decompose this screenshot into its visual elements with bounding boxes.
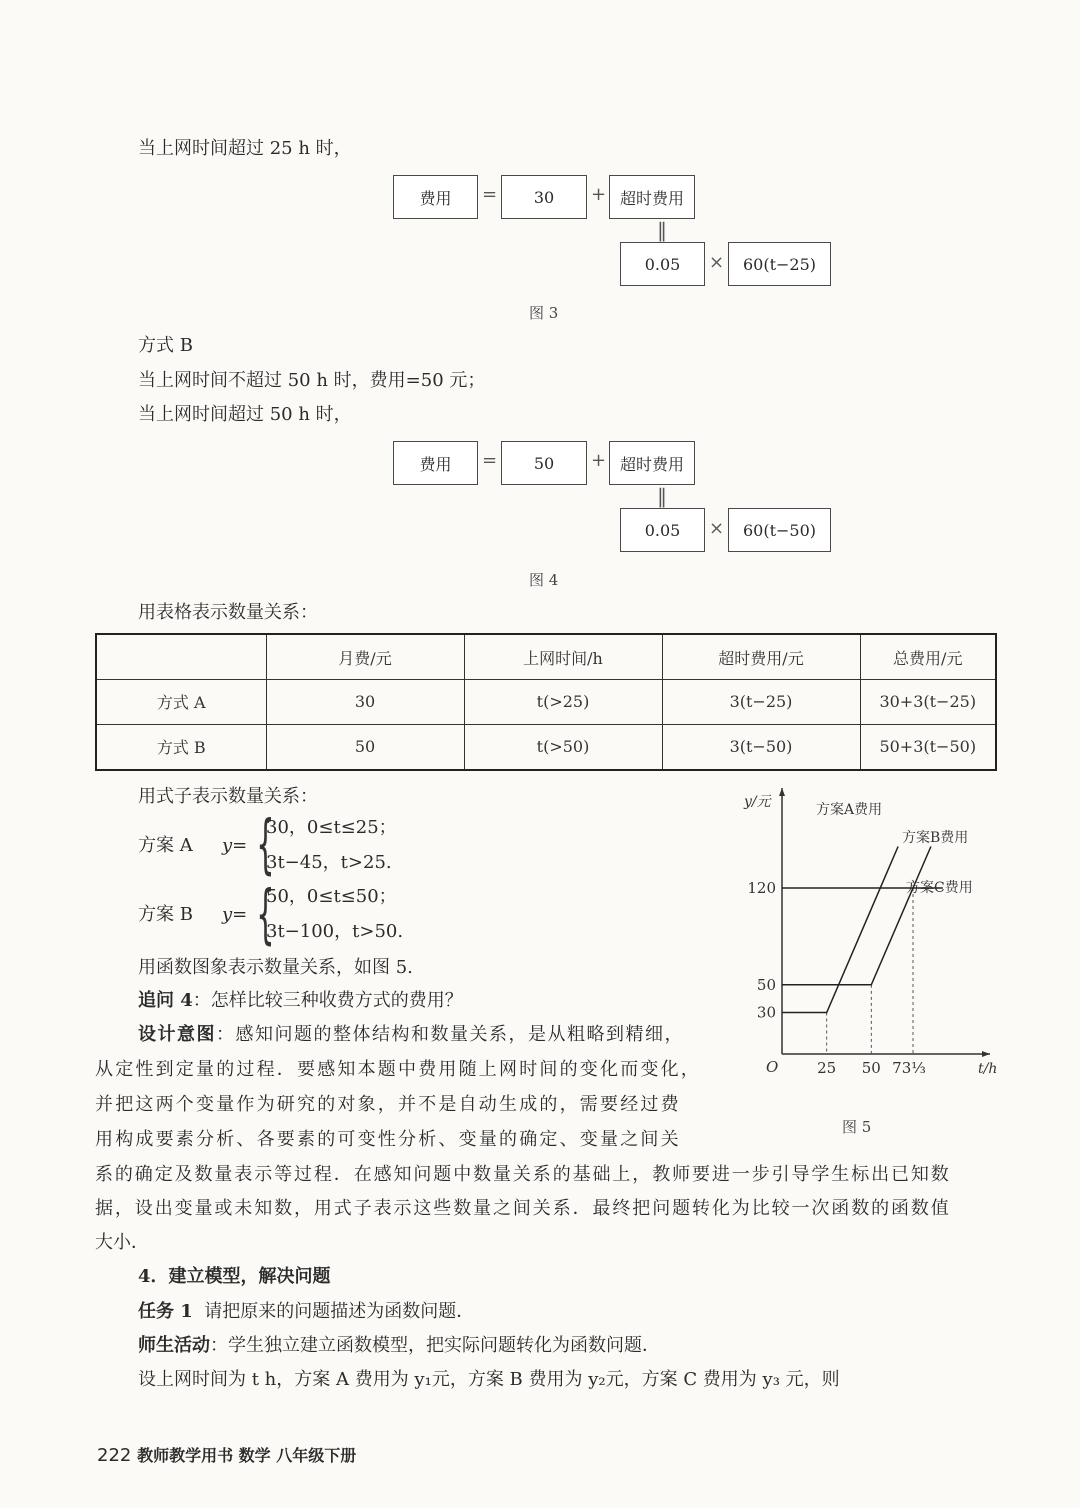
table-cell: t(>25): [464, 680, 662, 725]
fig3-overtime-box: 超时费用: [609, 175, 695, 219]
plan-a-brace: {: [256, 808, 275, 882]
y-tick-label: 30: [756, 1003, 776, 1022]
design-line-4: 用构成要素分析、各要素的可变性分析、变量的确定、变量之间关: [95, 1129, 681, 1150]
series-a-label: 方案A费用: [816, 802, 883, 818]
fig4-plus: +: [591, 450, 607, 471]
table-cell: 方式 A: [96, 680, 266, 725]
design-line-6: 据，设出变量或未知数，用式子表示这些数量之间关系．最终把问题转化为比较一次函数的函数值: [95, 1198, 951, 1219]
table-cell: 50: [266, 724, 464, 770]
design-line-1: [138, 1022, 684, 1048]
design-line-3: 并把这两个变量作为研究的对象，并不是自动生成的，需要经过费: [95, 1094, 681, 1115]
y-axis-arrow-icon: [779, 788, 785, 796]
graph-intro: 用函数图象表示数量关系，如图 5.: [138, 957, 413, 978]
fig3-equals: =: [482, 184, 498, 205]
series-b-line: [782, 847, 931, 985]
x-axis-arrow-icon: [982, 1051, 990, 1057]
quantity-table: [95, 633, 997, 771]
fig4-times: ×: [709, 518, 725, 539]
activity-label: 师生活动: [138, 1335, 210, 1356]
plan-a-label: 方案 A: [138, 835, 193, 856]
task-1: [138, 1299, 474, 1325]
origin-label: O: [766, 1058, 779, 1076]
question-4-text: ：怎样比较三种收费方式的费用？: [192, 990, 463, 1011]
line-over-25: 当上网时间超过 25 h 时，: [138, 138, 352, 159]
x-tick-label: 25: [817, 1059, 837, 1077]
series-b-label: 方案B费用: [902, 830, 969, 846]
fig4-cost-box: 费用: [393, 441, 478, 485]
design-text-1: ：感知问题的整体结构和数量关系，是从粗略到精细，: [216, 1024, 684, 1045]
table-cell: 50+3(t−50): [860, 724, 996, 770]
question-4-label: 追问 4: [138, 990, 193, 1011]
section-4-heading: 4．建立模型，解决问题: [138, 1266, 331, 1287]
question-4: [138, 988, 463, 1014]
method-b-line-2: 当上网时间超过 50 h 时，: [138, 404, 352, 425]
table-cell: 3(t−25): [662, 680, 860, 725]
table-cell: t(>50): [464, 724, 662, 770]
task-1-text: 请把原来的问题描述为函数问题．: [204, 1301, 475, 1322]
figure-5-caption: 图 5: [842, 1118, 872, 1136]
fig3-time-box: 60(t−25): [728, 242, 831, 286]
table-header-cell: [96, 634, 266, 680]
table-row: [96, 724, 996, 770]
last-line: 设上网时间为 t h，方案 A 费用为 y₁元，方案 B 费用为 y₂元，方案 C 费用为 y₃ 元，则: [138, 1369, 840, 1390]
design-label: 设计意图: [138, 1024, 216, 1045]
y-tick-label: 120: [747, 879, 776, 897]
fig4-base-box: 50: [501, 441, 587, 485]
fig3-rate-box: 0.05: [620, 242, 705, 286]
series-a-line: [782, 847, 898, 1013]
footer: [97, 1443, 356, 1466]
method-b-title: 方式 B: [138, 335, 193, 356]
design-line-5: 系的确定及数量表示等过程．在感知问题中数量关系的基础上，教师要进一步引导学生标出已知数: [95, 1164, 951, 1185]
table-cell: 30: [266, 680, 464, 725]
y-axis-label: y/元: [744, 794, 771, 810]
method-b-line-1: 当上网时间不超过 50 h 时，费用=50 元；: [138, 370, 486, 391]
fig4-caption: 图 4: [529, 571, 559, 589]
page-number: 222: [97, 1445, 132, 1466]
plan-b-brace: {: [256, 878, 275, 952]
fig3-times: ×: [709, 252, 725, 273]
design-line-7: 大小．: [95, 1232, 149, 1253]
book-title: 教师教学用书 数学 八年级下册: [137, 1446, 357, 1465]
plan-b-label: 方案 B: [138, 904, 193, 925]
fig4-time-box: 60(t−50): [728, 508, 831, 552]
task-1-label: 任务 1: [138, 1301, 193, 1322]
fig4-double-line: ‖: [657, 484, 667, 508]
fig3-cost-box: 费用: [393, 175, 478, 219]
table-header-row: [96, 634, 996, 680]
table-cell: 30+3(t−25): [860, 680, 996, 725]
activity-text: ：学生独立建立函数模型，把实际问题转化为函数问题．: [210, 1335, 660, 1356]
table-cell: 方式 B: [96, 724, 266, 770]
table-cell: 3(t−50): [662, 724, 860, 770]
fig4-equals: =: [482, 450, 498, 471]
fig3-caption: 图 3: [529, 304, 559, 322]
design-line-2: 从定性到定量的过程．要感知本题中费用随上网时间的变化而变化，: [95, 1059, 701, 1080]
formula-intro: 用式子表示数量关系：: [138, 786, 318, 807]
plan-a-y: y=: [222, 835, 248, 856]
y-tick-label: 50: [756, 975, 776, 994]
plan-a-case-2: 3t−45，t>25.: [266, 852, 392, 873]
fig3-base-box: 30: [501, 175, 587, 219]
x-tick-label: 50: [861, 1059, 881, 1077]
table-header-cell: 超时费用/元: [662, 634, 860, 680]
plan-b-y: y=: [222, 904, 248, 925]
figure-5-chart: [720, 780, 1020, 1170]
fig4-overtime-box: 超时费用: [609, 441, 695, 485]
plan-a-case-1: 30，0≤t≤25；: [266, 817, 397, 838]
table-header-cell: 上网时间/h: [464, 634, 662, 680]
series-c-label: 方案C费用: [906, 880, 973, 896]
x-axis-label: t/h: [978, 1061, 998, 1077]
activity: [138, 1333, 660, 1359]
x-tick-label: 73⅓: [892, 1059, 926, 1077]
fig3-plus: +: [591, 184, 607, 205]
table-intro: 用表格表示数量关系：: [138, 602, 318, 623]
fig3-double-line: ‖: [657, 218, 667, 242]
plan-b-case-1: 50，0≤t≤50；: [266, 886, 397, 907]
fig4-rate-box: 0.05: [620, 508, 705, 552]
plan-b-case-2: 3t−100，t>50.: [266, 921, 404, 942]
table-row: [96, 680, 996, 725]
table-header-cell: 月费/元: [266, 634, 464, 680]
table-header-cell: 总费用/元: [860, 634, 996, 680]
